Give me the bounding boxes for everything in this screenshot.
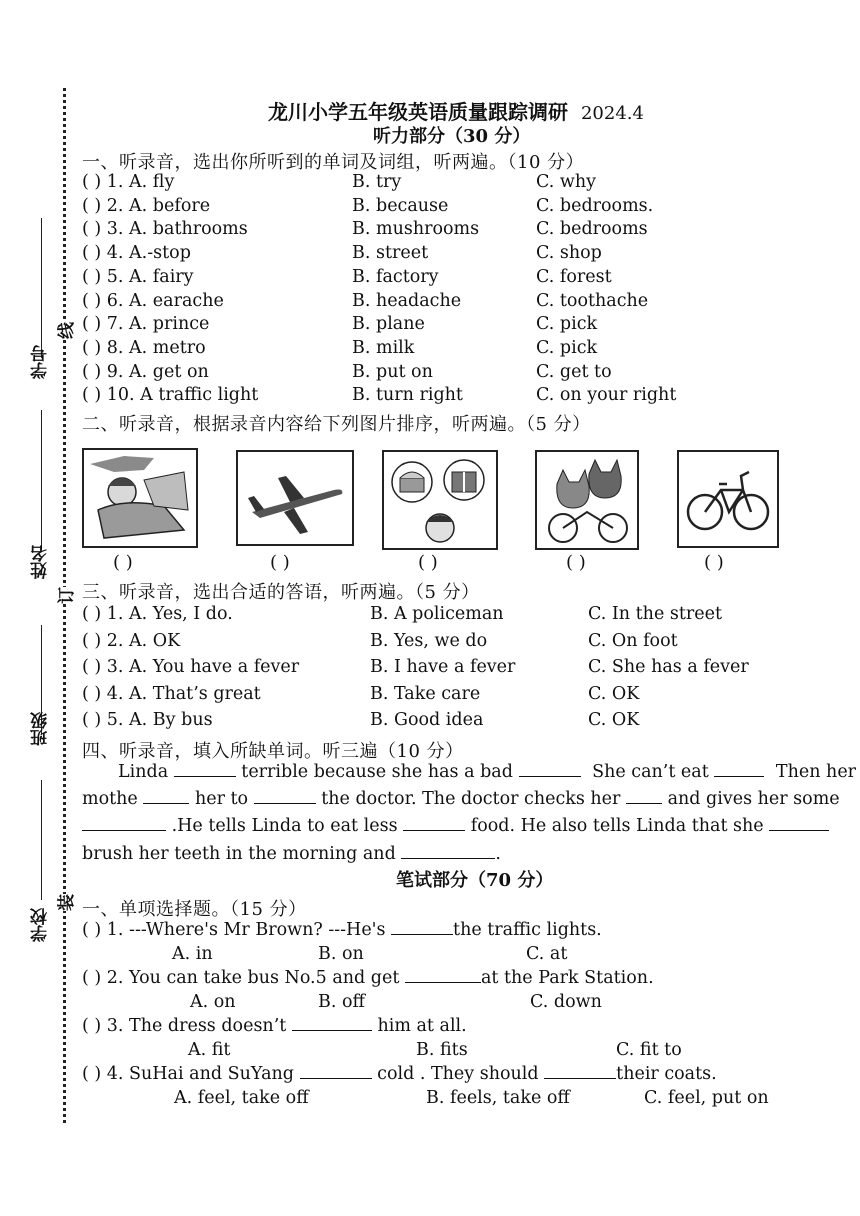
question-stem-option-a: ( ) 1. A. fly bbox=[82, 172, 175, 192]
option-c[interactable]: C. bedrooms. bbox=[536, 195, 654, 216]
question-stem-option-a: ( ) 2. A. before bbox=[82, 195, 211, 216]
q1-option-c[interactable]: C. at bbox=[526, 944, 568, 964]
option-c[interactable]: C. pick bbox=[536, 314, 598, 335]
question-stem-option-a: ( ) 4. A. That’s great bbox=[82, 683, 261, 704]
option-b[interactable]: B. Take care bbox=[370, 683, 481, 704]
cloze-blank-2[interactable] bbox=[519, 762, 581, 777]
picture-3-answer[interactable]: ( ) bbox=[418, 552, 438, 573]
q1-option-a[interactable]: A. in bbox=[172, 944, 213, 964]
picture-5-bicycle bbox=[677, 450, 779, 548]
cloze-line-3 bbox=[82, 816, 829, 836]
option-b[interactable]: B. try bbox=[352, 172, 402, 192]
option-c[interactable]: C. toothache bbox=[536, 290, 649, 311]
question-stem-option-a: ( ) 6. A. earache bbox=[82, 290, 224, 311]
picture-5-answer[interactable]: ( ) bbox=[704, 552, 724, 573]
option-c[interactable]: C. get to bbox=[536, 361, 612, 382]
listening-section-title: 听力部分（30 分） bbox=[373, 126, 531, 147]
mc-question-4 bbox=[82, 1064, 717, 1084]
question-stem-option-a: ( ) 2. A. OK bbox=[82, 630, 181, 651]
cloze-line-4 bbox=[82, 844, 501, 864]
option-b[interactable]: B. factory bbox=[352, 266, 439, 287]
option-b[interactable]: B. plane bbox=[352, 314, 425, 335]
cloze-blank-4[interactable] bbox=[143, 789, 189, 804]
picture-1-sick-girl bbox=[82, 448, 198, 548]
cloze-text: Linda bbox=[118, 762, 169, 782]
option-c[interactable]: C. why bbox=[536, 172, 597, 192]
option-b[interactable]: B. street bbox=[352, 243, 429, 264]
school-write-line bbox=[41, 780, 42, 900]
q2-option-b[interactable]: B. off bbox=[318, 992, 365, 1012]
option-c[interactable]: C. on your right bbox=[536, 385, 677, 406]
seam-pack-mark: 装 bbox=[52, 894, 77, 911]
option-b[interactable]: B. headache bbox=[352, 290, 462, 311]
option-c[interactable]: C. In the street bbox=[588, 604, 722, 624]
option-b[interactable]: B. because bbox=[352, 195, 449, 216]
name-write-line bbox=[41, 410, 42, 550]
question-stem-option-a: ( ) 7. A. prince bbox=[82, 314, 210, 335]
option-b[interactable]: B. put on bbox=[352, 361, 433, 382]
question-stem: ( ) 1. ---Where's Mr Brown? ---He's bbox=[82, 920, 386, 940]
q4-option-b[interactable]: B. feels, take off bbox=[426, 1088, 570, 1108]
cloze-text: brush her teeth in the morning and bbox=[82, 844, 396, 864]
question-stem: him at all. bbox=[377, 1016, 467, 1036]
cloze-blank-10[interactable] bbox=[401, 844, 495, 859]
page-title bbox=[268, 96, 644, 125]
section2-title: 二、听录音，根据录音内容给下列图片排序，听两遍。（5 分） bbox=[82, 414, 591, 435]
mc-blank-4b[interactable] bbox=[544, 1064, 616, 1079]
mc-blank-1[interactable] bbox=[391, 920, 453, 935]
class-label: 班级 bbox=[31, 712, 51, 746]
question-stem-option-a: ( ) 3. A. You have a fever bbox=[82, 657, 300, 677]
cloze-text: her to bbox=[194, 789, 249, 809]
cloze-blank-9[interactable] bbox=[769, 816, 829, 831]
q3-option-b[interactable]: B. fits bbox=[416, 1040, 468, 1060]
written-sec1-title: 一、单项选择题。（15 分） bbox=[82, 899, 307, 920]
section4-title: 四、听录音，填入所缺单词。听三遍（10 分） bbox=[82, 741, 464, 762]
written-section-title: 笔试部分（70 分） bbox=[396, 870, 554, 891]
cloze-blank-7[interactable] bbox=[82, 816, 166, 831]
mc-question-2 bbox=[82, 968, 654, 988]
question-stem-option-a: ( ) 8. A. metro bbox=[82, 337, 206, 358]
cloze-text: and gives her some bbox=[667, 789, 840, 809]
cloze-blank-5[interactable] bbox=[254, 789, 316, 804]
option-c[interactable]: C. shop bbox=[536, 243, 602, 264]
cloze-text: .He tells Linda to eat less bbox=[171, 816, 398, 836]
school-label: 学校 bbox=[31, 908, 51, 942]
binding-dotted-line bbox=[63, 88, 66, 1123]
cloze-line-2 bbox=[82, 789, 840, 809]
option-b[interactable]: B. Good idea bbox=[370, 710, 484, 730]
exam-title: 龙川小学五年级英语质量跟踪调研 bbox=[268, 100, 568, 124]
picture-2-answer[interactable]: ( ) bbox=[270, 552, 290, 573]
cloze-blank-3[interactable] bbox=[714, 762, 764, 777]
q2-option-c[interactable]: C. down bbox=[530, 992, 602, 1012]
picture-4-answer[interactable]: ( ) bbox=[566, 552, 586, 573]
cloze-text: mothe bbox=[82, 789, 138, 809]
cloze-text: . bbox=[495, 844, 501, 864]
option-c[interactable]: C. OK bbox=[588, 683, 640, 704]
cloze-line-1 bbox=[118, 762, 856, 782]
cloze-text: Then her bbox=[775, 762, 857, 782]
picture-4-cats-on-bike bbox=[535, 450, 639, 550]
cloze-text: the doctor. The doctor checks her bbox=[321, 789, 621, 809]
id-write-line bbox=[41, 218, 42, 358]
cloze-text: terrible because she has a bad bbox=[241, 762, 513, 782]
question-stem-option-a: ( ) 10. A traffic light bbox=[82, 385, 259, 406]
exam-date: 2024.4 bbox=[580, 103, 644, 124]
cloze-blank-8[interactable] bbox=[403, 816, 465, 831]
question-stem: at the Park Station. bbox=[480, 968, 654, 988]
option-b[interactable]: B. A policeman bbox=[370, 604, 504, 624]
option-b[interactable]: B. Yes, we do bbox=[370, 630, 488, 651]
question-stem: ( ) 3. The dress doesn’t bbox=[82, 1016, 287, 1036]
question-stem: cold . They should bbox=[377, 1064, 539, 1084]
option-c[interactable]: C. pick bbox=[536, 337, 598, 358]
cloze-text: food. He also tells Linda that she bbox=[470, 816, 764, 836]
option-c[interactable]: C. forest bbox=[536, 266, 612, 287]
mc-blank-2[interactable] bbox=[405, 968, 481, 983]
question-stem-option-a: ( ) 3. A. bathrooms bbox=[82, 219, 248, 240]
option-b[interactable]: B. I have a fever bbox=[370, 657, 516, 677]
mc-question-1 bbox=[82, 920, 602, 940]
question-stem: ( ) 2. You can take bus No.5 and get bbox=[82, 968, 400, 988]
question-stem-option-a: ( ) 9. A. get on bbox=[82, 361, 209, 382]
q1-option-b[interactable]: B. on bbox=[318, 944, 364, 964]
q3-option-a[interactable]: A. fit bbox=[188, 1040, 231, 1060]
q4-option-c[interactable]: C. feel, put on bbox=[644, 1088, 769, 1108]
section3-title: 三、听录音，选出合适的答语，听两遍。（5 分） bbox=[82, 582, 480, 603]
question-stem-option-a: ( ) 5. A. fairy bbox=[82, 266, 194, 287]
student-id-label: 学号 bbox=[31, 345, 51, 379]
option-c[interactable]: C. On foot bbox=[588, 630, 678, 651]
cloze-blank-1[interactable] bbox=[174, 762, 236, 777]
question-stem: ( ) 4. SuHai and SuYang bbox=[82, 1064, 294, 1084]
mc-blank-4a[interactable] bbox=[300, 1064, 372, 1079]
question-stem-option-a: ( ) 5. A. By bus bbox=[82, 710, 213, 730]
student-name-label: 姓名 bbox=[31, 545, 51, 579]
seam-line-mark: 线 bbox=[52, 322, 77, 339]
q4-option-a[interactable]: A. feel, take off bbox=[174, 1088, 309, 1108]
seam-bind-mark: 订 bbox=[52, 587, 77, 604]
option-b[interactable]: B. turn right bbox=[352, 385, 463, 406]
mc-blank-3[interactable] bbox=[292, 1016, 372, 1031]
cloze-text: She can’t eat bbox=[592, 762, 709, 782]
question-stem: their coats. bbox=[616, 1064, 717, 1084]
question-stem-option-a: ( ) 4. A.-stop bbox=[82, 243, 191, 264]
question-stem: the traffic lights. bbox=[453, 920, 602, 940]
option-b[interactable]: B. milk bbox=[352, 337, 415, 358]
option-c[interactable]: C. OK bbox=[588, 710, 640, 730]
q3-option-c[interactable]: C. fit to bbox=[616, 1040, 682, 1060]
q2-option-a[interactable]: A. on bbox=[190, 992, 236, 1012]
option-c[interactable]: C. bedrooms bbox=[536, 219, 648, 240]
picture-2-plane bbox=[236, 450, 354, 546]
section1-title: 一、听录音，选出你所听到的单词及词组，听两遍。（10 分） bbox=[82, 152, 585, 173]
picture-1-answer[interactable]: ( ) bbox=[113, 552, 133, 573]
picture-3-boy-thinking bbox=[382, 450, 498, 550]
mc-question-3 bbox=[82, 1016, 467, 1036]
option-c[interactable]: C. She has a fever bbox=[588, 657, 749, 677]
question-stem-option-a: ( ) 1. A. Yes, I do. bbox=[82, 604, 233, 624]
cloze-blank-6[interactable] bbox=[626, 789, 662, 804]
option-b[interactable]: B. mushrooms bbox=[352, 219, 480, 240]
